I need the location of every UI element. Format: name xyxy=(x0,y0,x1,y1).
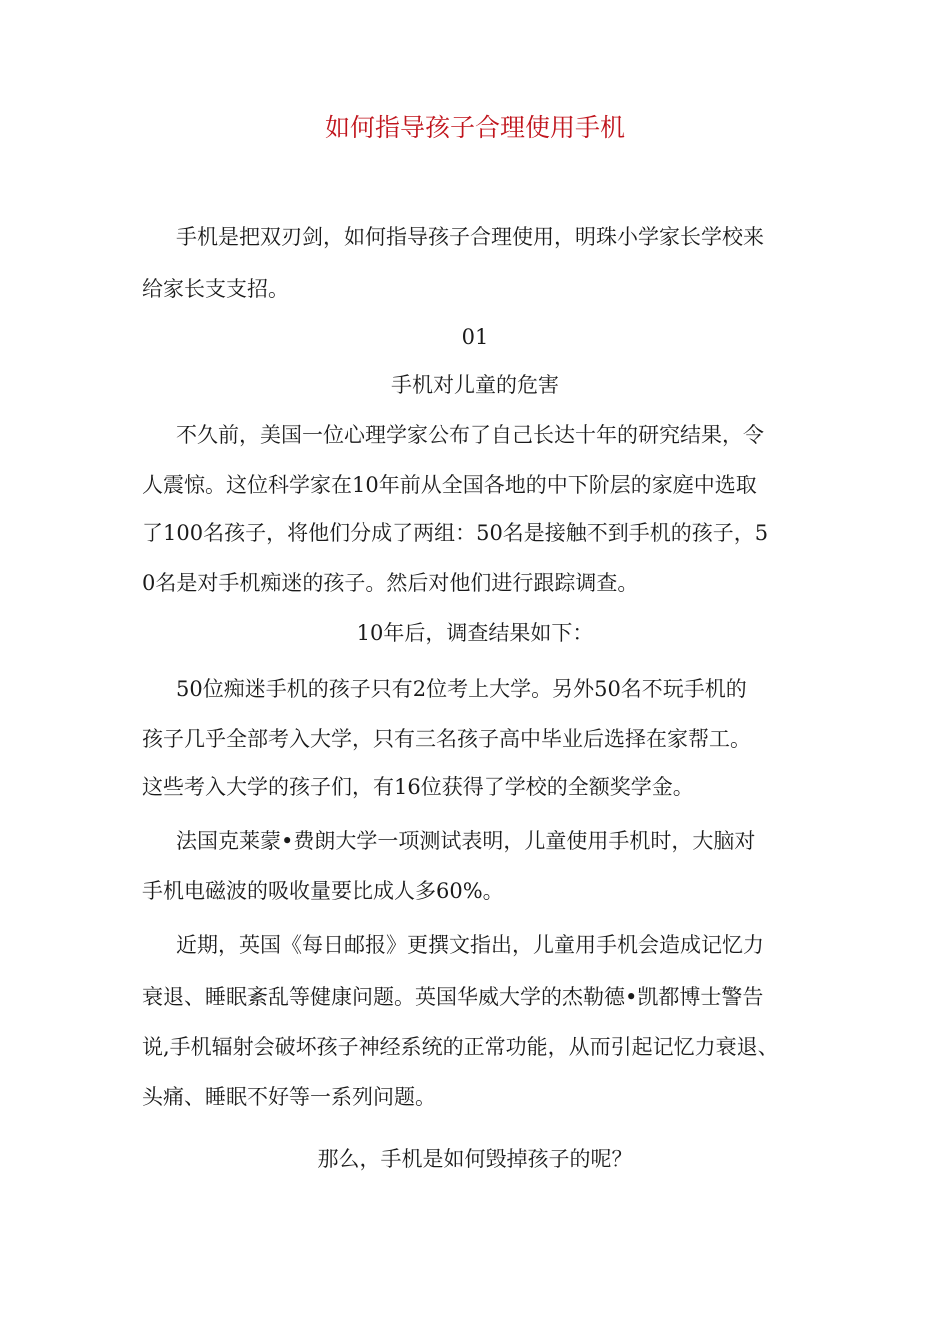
paragraph-4-line-4: 头痛、睡眠不好等一系列问题。 xyxy=(142,1085,436,1109)
document-title: 如何指导孩子合理使用手机 xyxy=(324,113,625,142)
paragraph-1-line-1: 不久前，美国一位心理学家公布了自己长达十年的研究结果，令 xyxy=(176,423,764,447)
paragraph-1-line-3: 了100名孩子，将他们分成了两组：50名是接触不到手机的孩子，5 xyxy=(142,521,769,545)
intro-line-1: 手机是把双刃剑，如何指导孩子合理使用，明珠小学家长学校来 xyxy=(176,225,764,249)
paragraph-4-line-2: 衰退、睡眠紊乱等健康问题。英国华威大学的杰勒德•凯都博士警告 xyxy=(142,985,764,1009)
section-number: 01 xyxy=(461,325,489,349)
paragraph-3-line-2: 手机电磁波的吸收量要比成人多60%。 xyxy=(142,879,504,903)
paragraph-2-line-1: 50位痴迷手机的孩子只有2位考上大学。另外50名不玩手机的 xyxy=(176,677,747,701)
paragraph-2-line-3: 这些考入大学的孩子们，有16位获得了学校的全额奖学金。 xyxy=(142,775,694,799)
paragraph-1-line-2: 人震惊。这位科学家在10年前从全国各地的中下阶层的家庭中选取 xyxy=(142,473,757,497)
paragraph-4-line-1: 近期，英国《每日邮报》更撰文指出，儿童用手机会造成记忆力 xyxy=(176,933,764,957)
result-intro: 10年后，调查结果如下： xyxy=(356,621,594,645)
paragraph-4-line-3: 说,手机辐射会破坏孩子神经系统的正常功能，从而引起记忆力衰退、 xyxy=(142,1035,779,1059)
paragraph-1-line-4: 0名是对手机痴迷的孩子。然后对他们进行跟踪调查。 xyxy=(142,571,639,595)
paragraph-2-line-2: 孩子几乎全部考入大学，只有三名孩子高中毕业后选择在家帮工。 xyxy=(142,727,751,751)
intro-line-2: 给家长支支招。 xyxy=(142,277,289,301)
paragraph-3-line-1: 法国克莱蒙•费朗大学一项测试表明，儿童使用手机时，大脑对 xyxy=(176,829,756,853)
closing-question: 那么，手机是如何毁掉孩子的呢？ xyxy=(317,1147,633,1171)
section-heading: 手机对儿童的危害 xyxy=(391,373,559,397)
